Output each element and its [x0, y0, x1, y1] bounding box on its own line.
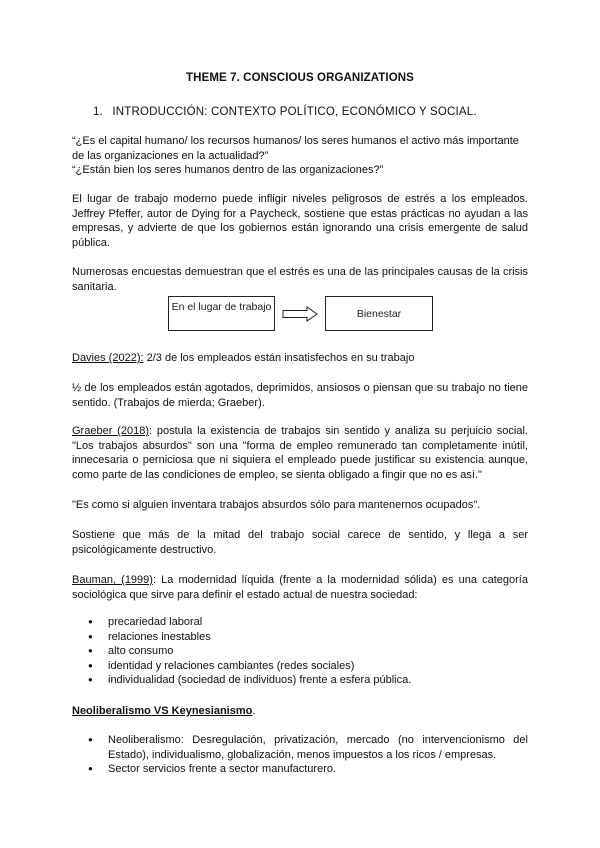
bauman-list: [72, 615, 528, 688]
question-1: “¿Es el capital humano/ los recursos humanos/ los seres humanos el activo más importante de las organizaciones en la actualidad?”: [72, 135, 519, 162]
list-item: ● relaciones inestables: [72, 630, 528, 645]
citation-bauman: Bauman, (1999): [72, 574, 153, 586]
paragraph-bauman: [72, 573, 528, 602]
citation-graeber: Graeber (2018): [72, 425, 149, 437]
section-heading: [93, 106, 477, 118]
neoliberalism-title-suffix: .: [252, 705, 256, 717]
paragraph-stress: El lugar de trabajo moderno puede infligir niveles peligrosos de estrés a los empleados. Jeffrey Pfeffer, autor de Dying for a Paycheck, sostiene que estas prácticas no ayudan a las empresas, y advierte de que los gobiernos están ignorando una crisis emergente de salud pública.: [72, 193, 528, 249]
citation-davies: Davies (2022):: [72, 352, 144, 364]
list-item: ● precariedad laboral: [72, 615, 528, 630]
diagram-box-workplace: En el lugar de trabajo: [168, 296, 275, 331]
list-item: ● Sector servicios frente a sector manufacturero.: [72, 762, 528, 777]
workplace-wellbeing-diagram: [168, 296, 433, 332]
list-item: ● individualidad (sociedad de individuos) frente a esfera pública.: [72, 673, 528, 688]
neoliberalism-heading: [72, 704, 528, 719]
paragraph-half-social-work: Sostiene que más de la mitad del trabajo social carece de sentido, y llega a ser psicológicamente destructivo.: [72, 529, 528, 556]
diagram-box-wellbeing: Bienestar: [325, 296, 433, 331]
questions-block: [72, 134, 528, 178]
paragraph-graeber: [72, 424, 528, 482]
document-title: THEME 7. CONSCIOUS ORGANIZATIONS: [186, 72, 414, 84]
list-item: ● Neoliberalismo: Desregulación, privatización, mercado (no intervencionismo del Estado), individualismo, globalización, menos impuestos a los ricos / empresas.: [72, 733, 528, 762]
davies-text: 2/3 de los empleados están insatisfechos en su trabajo: [143, 352, 415, 364]
graeber-text: : postula la existencia de trabajos sin sentido y analiza su perjuicio social. "Los trabajos absurdos" son una "forma de empleo remunerado tan completamente inútil, innecesaria o perniciosa que ni siquiera el empleado puede justificar su existencia aunque, como parte de las condiciones de empleo, se sienta obligado a fingir que no es así.": [72, 425, 528, 481]
section-number: 1.: [93, 106, 103, 118]
bauman-text: : La modernidad líquida (frente a la modernidad sólida) es una categoría sociológica que sirve para definir el estado actual de nuestra sociedad:: [72, 574, 528, 601]
paragraph-davies: [72, 351, 528, 366]
list-item: ● identidad y relaciones cambiantes (redes sociales): [72, 659, 528, 674]
quote-absurd-jobs: "Es como si alguien inventara trabajos absurdos sólo para mantenernos ocupados".: [72, 499, 481, 511]
paragraph-surveys: Numerosas encuestas demuestran que el estrés es una de las principales causas de la crisis sanitaria.: [72, 266, 528, 293]
neoliberalism-title: Neoliberalismo VS Keynesianismo: [72, 705, 253, 717]
list-item: ● alto consumo: [72, 644, 528, 659]
paragraph-half-employees: ½ de los empleados están agotados, deprimidos, ansiosos o piensan que su trabajo no tiene sentido. (Trabajos de mierda; Graeber).: [72, 382, 528, 409]
question-2: “¿Están bien los seres humanos dentro de las organizaciones?”: [72, 164, 384, 177]
neoliberalism-list: [72, 733, 528, 777]
section-heading-text: INTRODUCCIÓN: CONTEXTO POLÍTICO, ECONÓMICO Y SOCIAL.: [112, 106, 477, 118]
right-arrow-icon: [282, 306, 318, 322]
